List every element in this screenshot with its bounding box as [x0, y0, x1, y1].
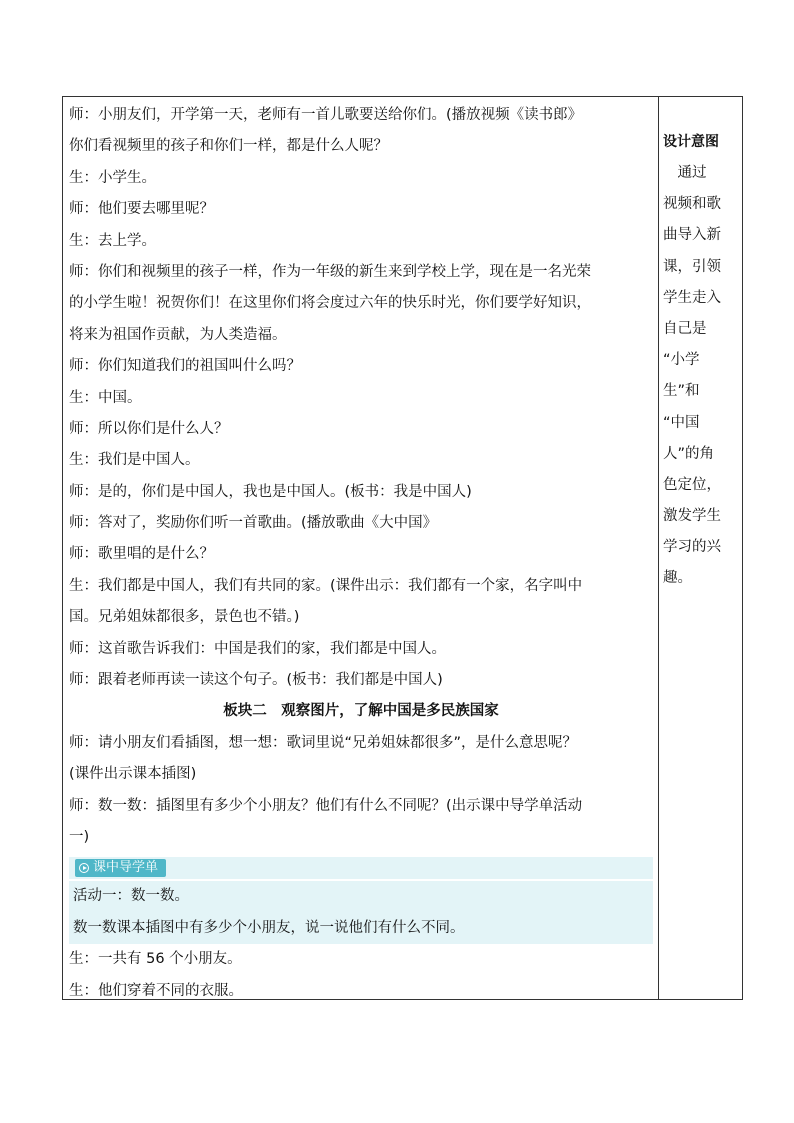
dialogue-block-picture: [69, 728, 653, 854]
design-intent-line: 学习的兴: [663, 539, 721, 556]
dialogue-line: 生：中国。: [69, 389, 142, 406]
dialogue-line: 数一数课本插图中有多少个小朋友，说一说他们有什么不同。: [73, 919, 465, 936]
dialogue-line: 将来为祖国作贡献，为人类造福。: [69, 326, 287, 343]
design-intent-column: [663, 127, 739, 595]
dialogue-line: 师：数一数：插图里有多少个小朋友？他们有什么不同呢？(出示课中导学单活动: [69, 797, 583, 814]
lesson-table: [62, 96, 743, 1000]
dialogue-line: 一): [69, 828, 90, 845]
design-intent-line: 自己是: [663, 320, 707, 337]
dialogue-line: 生：小学生。: [69, 169, 156, 186]
design-intent-line: 视频和歌: [663, 196, 721, 213]
guide-sheet-label: 课中导学单: [93, 860, 159, 876]
design-intent-line: 人”的角: [663, 445, 715, 462]
column-divider: [658, 97, 659, 999]
dialogue-column: [69, 100, 653, 1007]
design-intent-line: 通过: [663, 165, 707, 181]
design-intent-line: 趣。: [663, 570, 692, 587]
dialogue-line: 师：这首歌告诉我们：中国是我们的家，我们都是中国人。: [69, 640, 446, 657]
guide-sheet-box: [69, 881, 653, 944]
dialogue-line: 师：所以你们是什么人？: [69, 420, 229, 437]
dialogue-line: 生：我们是中国人。: [69, 452, 200, 469]
dialogue-line: 师：歌里唱的是什么？: [69, 546, 214, 563]
dialogue-line: 生：一共有 56 个小朋友。: [69, 951, 242, 968]
section-heading: 板块二 观察图片，了解中国是多民族国家: [223, 703, 499, 720]
dialogue-line: 师：跟着老师再读一读这个句子。(板书：我们都是中国人): [69, 672, 443, 689]
design-intent-text: [663, 158, 739, 595]
guide-sheet-tag: [75, 859, 166, 877]
design-intent-line: 曲导入新: [663, 227, 721, 244]
design-intent-line: 生”和: [663, 383, 700, 400]
dialogue-line: 师：答对了，奖励你们听一首歌曲。(播放歌曲《大中国》: [69, 515, 438, 532]
dialogue-line: 师：请小朋友们看插图，想一想：歌词里说“兄弟姐妹都很多”，是什么意思呢？: [69, 734, 578, 751]
design-intent-line: 学生走入: [663, 289, 721, 306]
guide-sheet-header: [69, 857, 653, 879]
dialogue-line: 生：他们穿着不同的衣服。: [69, 982, 243, 999]
design-intent-line: “中国: [663, 414, 700, 431]
dialogue-line: 师：你们和视频里的孩子一样，作为一年级的新生来到学校上学，现在是一名光荣: [69, 263, 591, 280]
dialogue-line: 你们看视频里的孩子和你们一样，都是什么人呢？: [69, 138, 388, 155]
dialogue-line: 生：去上学。: [69, 232, 156, 249]
dialogue-line: 活动一：数一数。: [73, 888, 189, 905]
dialogue-line: 的小学生啦！祝贺你们！在这里你们将会度过六年的快乐时光，你们要学好知识，: [69, 295, 591, 312]
dialogue-block-intro: [69, 100, 653, 696]
dialogue-line: 生：我们都是中国人，我们有共同的家。(课件出示：我们都有一个家，名字叫中: [69, 577, 583, 594]
dialogue-block-answers: [69, 944, 653, 1007]
design-intent-title: 设计意图: [663, 134, 719, 150]
design-intent-line: 课，引领: [663, 258, 721, 275]
dialogue-line: 国。兄弟姐妹都很多，景色也不错。): [69, 609, 300, 626]
design-intent-line: “小学: [663, 352, 700, 369]
design-intent-line: 色定位，: [663, 476, 721, 493]
dialogue-line: 师：你们知道我们的祖国叫什么吗？: [69, 358, 301, 375]
dialogue-line: 师：小朋友们，开学第一天，老师有一首儿歌要送给你们。(播放视频《读书郎》: [69, 107, 583, 123]
dialogue-line: 师：他们要去哪里呢？: [69, 201, 214, 218]
design-intent-line: 激发学生: [663, 508, 721, 525]
dialogue-line: (课件出示课本插图): [69, 766, 197, 783]
dialogue-line: 师：是的，你们是中国人，我也是中国人。(板书：我是中国人): [69, 483, 472, 500]
play-circle-icon: [79, 863, 89, 873]
